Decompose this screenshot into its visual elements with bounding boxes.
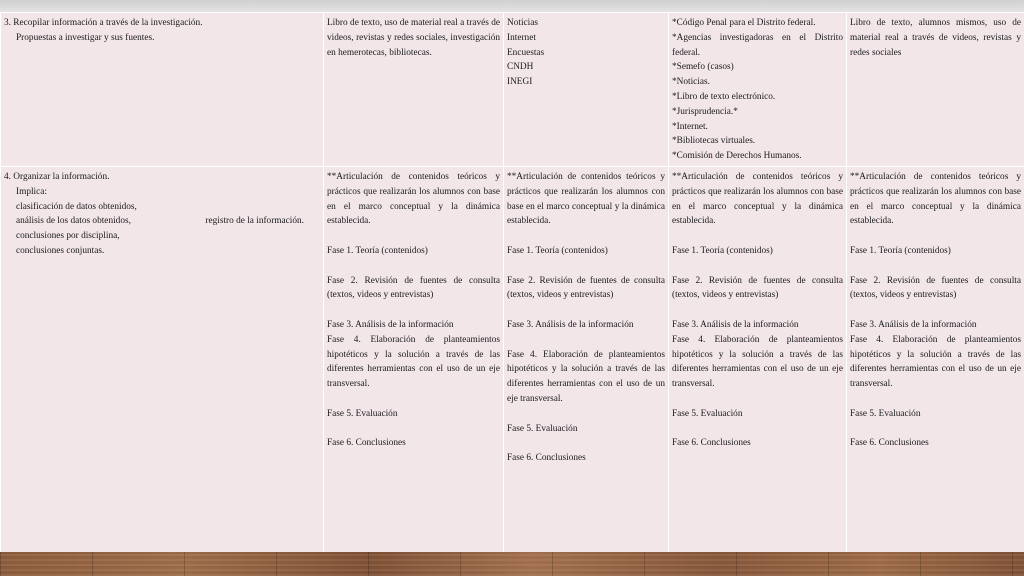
phase-4: Fase 4. Elaboración de planteamientos hipotéticos y la solución a través de las diferentes herramientas con el uso de un eje transversal. bbox=[327, 334, 503, 390]
source-item: Internet bbox=[507, 32, 536, 43]
phase-1: Fase 1. Teoría (contenidos) bbox=[672, 245, 773, 256]
planning-table bbox=[0, 12, 1024, 556]
slide-top-strip bbox=[0, 0, 1024, 12]
cell-activity-4 bbox=[1, 166, 324, 555]
phase-3: Fase 3. Análisis de la información bbox=[850, 319, 977, 330]
phases-intro: **Articulación de contenidos teóricos y prácticos que realizarán los alumnos con base en el marco conceptual y la dinámica establecida. bbox=[327, 171, 503, 227]
cell-resources-3a bbox=[324, 13, 504, 167]
source-item: Encuestas bbox=[507, 47, 545, 58]
phases-intro: **Articulación de contenidos teóricos y prácticos que realizarán los alumnos con base en el marco conceptual y la dinámica establecida. bbox=[507, 171, 668, 227]
phase-1: Fase 1. Teoría (contenidos) bbox=[850, 245, 951, 256]
phase-4: Fase 4. Elaboración de planteamientos hipotéticos y la solución a través de las diferentes herramientas con el uso de un eje transversal. bbox=[672, 334, 846, 390]
resources-3a-text: Libro de texto, uso de material real a través de videos, revistas y redes sociales, investigación en hemerotecas, bibliotecas. bbox=[327, 18, 500, 58]
phase-2: Fase 2. Revisión de fuentes de consulta (textos, videos y entrevistas) bbox=[850, 275, 1024, 301]
cell-phases-col5 bbox=[847, 166, 1024, 555]
activity-4-item: conclusiones conjuntas. bbox=[16, 245, 105, 256]
cell-phases-col3 bbox=[504, 166, 669, 555]
phase-3: Fase 3. Análisis de la información bbox=[327, 319, 454, 330]
phase-5: Fase 5. Evaluación bbox=[507, 423, 578, 434]
activity-3-subtitle: Propuestas a investigar y sus fuentes. bbox=[16, 32, 155, 43]
phase-6: Fase 6. Conclusiones bbox=[507, 453, 586, 464]
phase-2: Fase 2. Revisión de fuentes de consulta (textos, videos y entrevistas) bbox=[507, 275, 668, 301]
phase-1: Fase 1. Teoría (contenidos) bbox=[327, 245, 428, 256]
source-item: *Libro de texto electrónico. bbox=[672, 91, 776, 102]
activity-4-item: clasificación de datos obtenidos, bbox=[16, 201, 137, 212]
activity-4-item: conclusiones por disciplina, bbox=[16, 231, 120, 242]
source-item: *Código Penal para el Distrito federal. bbox=[672, 18, 816, 28]
activity-3-title: 3. Recopilar información a través de la investigación. bbox=[4, 18, 203, 28]
cell-phases-col2 bbox=[324, 166, 504, 555]
phase-6: Fase 6. Conclusiones bbox=[850, 438, 929, 449]
phase-5: Fase 5. Evaluación bbox=[850, 408, 921, 419]
activity-4-registro: registro de la información. bbox=[205, 216, 304, 227]
phase-2: Fase 2. Revisión de fuentes de consulta (textos, videos y entrevistas) bbox=[327, 275, 503, 301]
activity-4-item: análisis de los datos obtenidos, bbox=[16, 216, 131, 227]
cell-activity-3 bbox=[1, 13, 324, 167]
planning-table-container bbox=[0, 12, 1024, 552]
wooden-floor-background bbox=[0, 552, 1024, 576]
phase-6: Fase 6. Conclusiones bbox=[672, 438, 751, 449]
phase-3: Fase 3. Análisis de la información bbox=[507, 319, 634, 330]
phase-2: Fase 2. Revisión de fuentes de consulta (textos, videos y entrevistas) bbox=[672, 275, 846, 301]
cell-phases-col4 bbox=[669, 166, 847, 555]
phase-5: Fase 5. Evaluación bbox=[327, 408, 398, 419]
resources-3d-text: Libro de texto, alumnos mismos, uso de material real a través de videos, revistas y redes sociales bbox=[850, 18, 1021, 58]
table-row-organizar bbox=[1, 166, 1024, 555]
source-item: *Semefo (casos) bbox=[672, 62, 734, 73]
source-item: *Comisión de Derechos Humanos. bbox=[672, 151, 802, 162]
source-item: *Internet. bbox=[672, 121, 708, 132]
phase-4: Fase 4. Elaboración de planteamientos hipotéticos y la solución a través de las diferentes herramientas con el uso de un eje transversal. bbox=[507, 349, 668, 404]
source-item: INEGI bbox=[507, 77, 533, 88]
cell-resources-3c bbox=[669, 13, 847, 167]
phase-3: Fase 3. Análisis de la información bbox=[672, 319, 799, 330]
phase-1: Fase 1. Teoría (contenidos) bbox=[507, 245, 608, 256]
source-item: *Jurisprudencia.* bbox=[672, 106, 738, 117]
phase-6: Fase 6. Conclusiones bbox=[327, 438, 406, 449]
source-item: *Agencias investigadoras en el Distrito federal. bbox=[672, 32, 846, 58]
source-item: *Bibliotecas virtuales. bbox=[672, 136, 756, 147]
source-item: Noticias bbox=[507, 18, 538, 28]
activity-4-item-row bbox=[4, 214, 320, 229]
phases-intro: **Articulación de contenidos teóricos y prácticos que realizarán los alumnos con base en el marco conceptual y la dinámica establecida. bbox=[672, 171, 846, 227]
activity-4-title: 4. Organizar la información. bbox=[4, 171, 110, 182]
source-item: *Noticias. bbox=[672, 77, 710, 88]
phases-intro: **Articulación de contenidos teóricos y prácticos que realizarán los alumnos con base en el marco conceptual y la dinámica establecida. bbox=[850, 171, 1024, 227]
phase-4: Fase 4. Elaboración de planteamientos hipotéticos y la solución a través de las diferentes herramientas con el uso de un eje transversal. bbox=[850, 334, 1024, 390]
cell-resources-3d bbox=[847, 13, 1024, 167]
source-item: CNDH bbox=[507, 62, 534, 73]
cell-resources-3b bbox=[504, 13, 669, 167]
phase-5: Fase 5. Evaluación bbox=[672, 408, 743, 419]
activity-4-implica: Implica: bbox=[16, 186, 47, 197]
table-row-recopilar bbox=[1, 13, 1024, 167]
